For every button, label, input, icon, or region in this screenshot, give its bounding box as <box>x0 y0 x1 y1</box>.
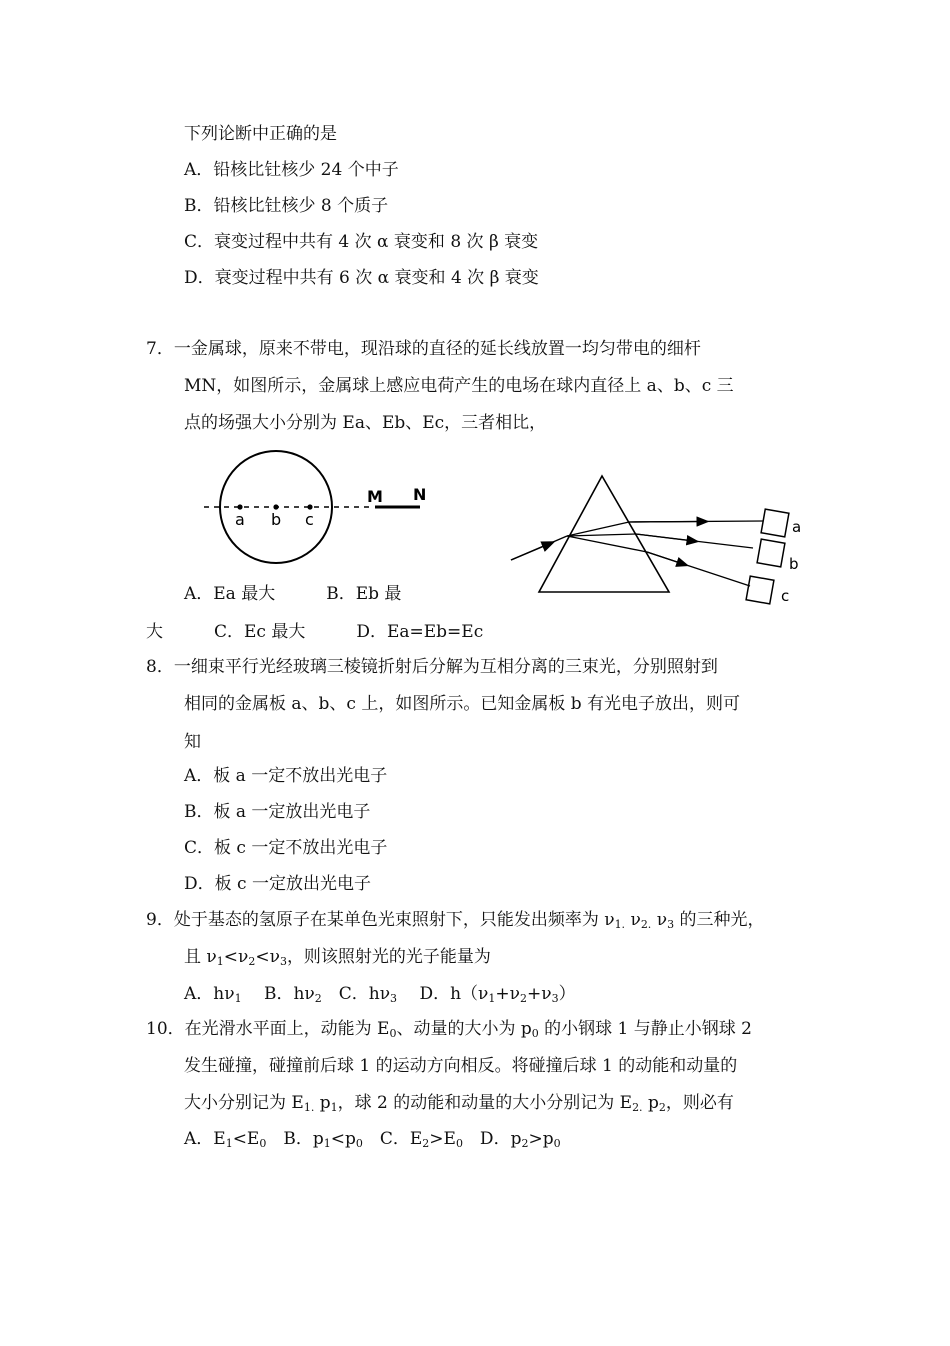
q8-line-1: 8．一细束平行光经玻璃三棱镜折射后分解为互相分离的三束光，分别照射到 <box>146 657 718 677</box>
point-c-label: c <box>305 510 314 529</box>
q10-line-2: 发生碰撞，碰撞前后球 1 的运动方向相反。将碰撞后球 1 的动能和动量的 <box>184 1056 738 1076</box>
point-b-dot <box>273 504 278 509</box>
q6-option-a: A．铅核比钍核少 24 个中子 <box>184 160 399 180</box>
rod-label-n: N <box>413 485 427 504</box>
q8-option-a: A．板 a 一定不放出光电子 <box>184 766 388 786</box>
q10-line-3: 大小分别记为 $E_{1.}$ $p_1$，球 2 的动能和动量的大小分别记为 $E_{2.}$ $p_2$，则必有 <box>184 1093 734 1114</box>
q7-options-line-2: 大 C．Ec 最大 D．Ea=Eb=Ec <box>146 622 484 642</box>
plate-b-label: b <box>789 555 799 573</box>
q8-option-b: B．板 a 一定放出光电子 <box>184 802 371 822</box>
glass-prism <box>539 476 669 592</box>
q6-option-d: D．衰变过程中共有 6 次 α 衰变和 4 次 β 衰变 <box>184 268 539 288</box>
q8-option-d: D．板 c 一定放出光电子 <box>184 874 371 894</box>
q9-line-2: 且 $\nu_1<\nu_2<\nu_3$，则该照射光的光子能量为 <box>184 947 491 968</box>
plate-b <box>757 539 785 567</box>
plate-a-label: a <box>792 518 802 536</box>
q7-line-3: 点的场强大小分别为 Ea、Eb、Ec，三者相比， <box>184 413 547 433</box>
rod-label-m: M <box>367 487 383 506</box>
q9-line-1: 9．处于基态的氢原子在某单色光束照射下，只能发出频率为 $\nu_{1.}$ $\nu_{2.}$ $\nu_3$ 的三种光， <box>146 910 765 931</box>
plate-a <box>761 509 789 537</box>
point-b-label: b <box>271 510 282 529</box>
plate-c <box>746 576 774 604</box>
q6-stem: 下列论断中正确的是 <box>184 124 337 144</box>
point-a-dot <box>237 504 242 509</box>
point-a-label: a <box>235 510 245 529</box>
q7-line-2: MN，如图所示，金属球上感应电荷产生的电场在球内直径上 a、b、c 三 <box>184 376 734 396</box>
q10-options: A．$E_1<E_0$ B．$p_1<p_0$ C．$E_2>E_0$ D．$p_2>p_0$ <box>184 1129 561 1150</box>
point-c-dot <box>307 504 312 509</box>
q8-line-2: 相同的金属板 a、b、c 上，如图所示。已知金属板 b 有光电子放出，则可 <box>184 694 741 714</box>
prism-figure <box>505 468 815 613</box>
q6-option-b: B．铅核比钍核少 8 个质子 <box>184 196 389 216</box>
q7-options-line-1: A．Ea 最大 B．Eb 最 <box>184 584 402 604</box>
q10-line-1: 10．在光滑水平面上，动能为 $E_0$、动量的大小为 $p_0$ 的小钢球 1 与静止小钢球 2 <box>146 1019 752 1040</box>
plate-c-label: c <box>781 587 790 605</box>
q8-option-c: C．板 c 一定不放出光电子 <box>184 838 388 858</box>
q9-options: A．$h\nu_1$ B．$h\nu_2$ C．$h\nu_3$ D．$h(\nu_1+\nu_2+\nu_3)$ <box>184 984 576 1005</box>
sphere-rod-figure <box>200 445 460 575</box>
q8-line-3: 知 <box>184 732 201 752</box>
q6-option-c: C．衰变过程中共有 4 次 α 衰变和 8 次 β 衰变 <box>184 232 539 252</box>
q7-line-1: 7．一金属球，原来不带电，现沿球的直径的延长线放置一均匀带电的细杆 <box>146 339 701 359</box>
